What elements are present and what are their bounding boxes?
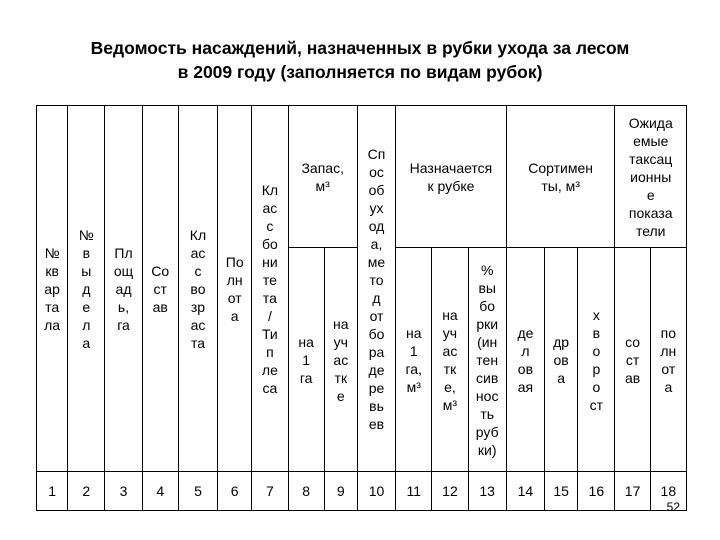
column-number: 13 [468,472,506,511]
column-number: 9 [324,472,357,511]
column-number: 10 [357,472,395,511]
header-expected-composition: со ст ав [615,248,650,472]
column-number: 7 [252,472,288,511]
header-density: По лн от а [218,106,252,472]
column-number: 11 [396,472,432,511]
header-stock-per-ha: на 1 га [288,248,324,472]
column-number: 15 [545,472,578,511]
header-compartment-number: № в ы д е л а [68,106,105,472]
header-age-class: Кл ас с во зр ас та [178,106,217,472]
header-quarter-number: № кв ар та ла [37,106,68,472]
header-assigned-for-cutting: Назначается к рубке [396,106,507,248]
page-number: 52 [666,500,680,514]
document-title [0,36,720,84]
header-area: Пл ощ ад ь, га [105,106,142,472]
header-stock: Запас, м³ [288,106,357,248]
column-number: 17 [615,472,650,511]
header-expected-density: по лн от а [650,248,686,472]
header-selection-percent: % вы бо рки (ин тен сив нос ть руб ки) [468,248,506,472]
column-number: 18 [650,472,686,511]
header-assigned-per-plot: на уч ас тк е, м³ [432,248,468,472]
column-number: 4 [142,472,178,511]
column-number-row [37,472,687,511]
column-number: 12 [432,472,468,511]
title-line-1: Ведомость насаждений, назначенных в рубки ухода за лесом [90,38,630,58]
header-assortments: Сортимен ты, м³ [506,106,615,248]
column-number: 1 [37,472,68,511]
header-care-method: Сп ос об ух од а, ме то д от бо ра де ре вь ев [357,106,395,472]
column-number: 14 [506,472,544,511]
header-brushwood: х в о р о ст [578,248,615,472]
column-number: 8 [288,472,324,511]
title-line-2: в 2009 году (заполняется по видам рубок) [177,62,543,82]
column-number: 6 [218,472,252,511]
column-number: 3 [105,472,142,511]
plantation-table [36,105,687,511]
header-stock-per-plot: на уч ас тк е [324,248,357,472]
column-number: 2 [68,472,105,511]
header-composition: Со ст ав [142,106,178,472]
header-bonitet-class: Кл ас с бо ни те та / Ти п ле са [252,106,288,472]
header-business-wood: де л ов ая [506,248,544,472]
header-assigned-per-ha: на 1 га, м³ [396,248,432,472]
column-number: 5 [178,472,217,511]
header-firewood: др ов а [545,248,578,472]
header-expected-indicators: Ожида емые таксац ионны е показа тели [615,106,687,248]
column-number: 16 [578,472,615,511]
